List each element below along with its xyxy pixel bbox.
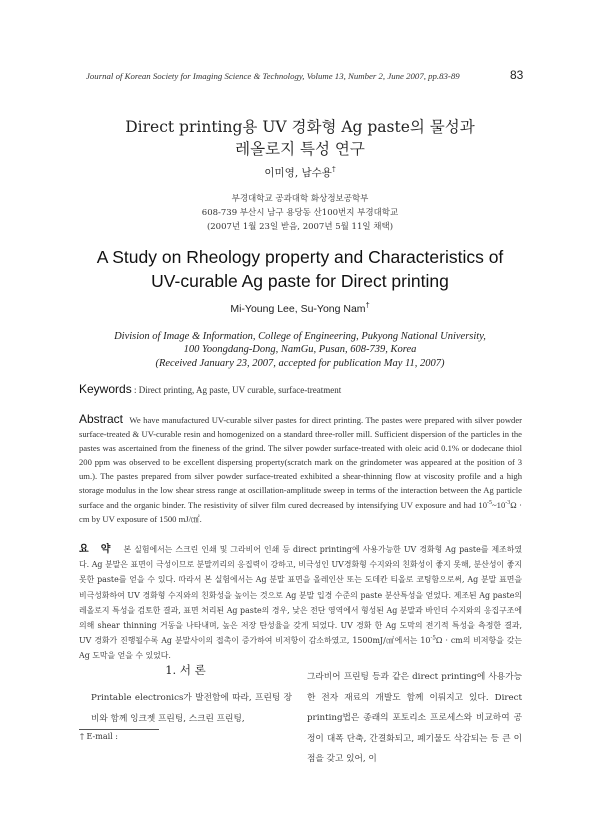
- abstract-text: We have manufactured UV-curable silver pastes for direct printing. The pastes were prepared with silver powder surface-treated & UV-curable resin and homogenized on a standard three-roller mill. Sufficient dispersion of the particles in the pastes was ascertained from the fineness of the grind. The silver powder surface-treated with oleic acid 0.1% or dodecane thiol 200 ppm was observed to be excellent dispersing property(scratch mark on the grindometer was appeared at the position of 3 um.). The pastes prepared from silver powder surface-treated exhibited a shear-thinning flow at viscosity profile and a high storage modulus in the low shear stress range at oscillation-amplitude sweep in terms of the interaction between the Ag particle surface and the organic binder. The resistivity of silver film cured decreased by intensifying UV exposure and had 10: [79, 415, 523, 510]
- korean-summary: [79, 542, 522, 664]
- intro-left-column: [79, 688, 292, 729]
- english-affiliation: [60, 330, 540, 370]
- keywords-label: Keywords: [79, 382, 132, 396]
- intro-right-paragraph: 그라비어 프린팅 등과 같은 direct printing에 사용가능한 전자 재료의 개발도 함께 이뤄지고 있다. Direct printing법은 종래의 포토리소 프로세스와 비교하여 공정이 대폭 단축, 간결화되고, 폐기물도 삭감되는 등 큰 이점을 갖고 있어, 이: [307, 672, 522, 764]
- abstract: [79, 412, 522, 526]
- korean-title-line1: Direct printing용 UV 경화형 Ag paste의 물성과: [125, 118, 475, 136]
- korean-summary-text: 본 실험에서는 스크린 인쇄 및 그라비어 인쇄 등 direct printing에 사용가능한 UV 경화형 Ag paste를 제조하였다. Ag 분말은 표면이 극성이므로 분말끼리의 응집력이 강하고, 비극성인 UV경화형 수지와의 친화성이 좋지 못해, 분산성이 좋지 못한 paste를 얻을 수 있다. 따라서 본 실험에서는 Ag 분말 표면을 올레인산 또는 도데칸 티올로 코팅함으로써, Ag 분말 표면을 비극성화하여 UV 경화형 수지와의 친화성을 높이는 것으로 Ag 분말 입경 수준의 paste 분산특성을 얻었다. 제조된 Ag paste의 레올로지 특성을 검토한 결과, 표면 처리된 Ag paste의 경우, 낮은 전단 영역에서 형성된 Ag 분말과 바인더 수지와의 응집구조에 의해 shear thinning 거동을 나타내며, 높은 저장 탄성율을 갖게 되었다. UV 경화 한 Ag 도막의 전기적 특성을 측정한 결과, UV 경화가 진행될수록 Ag 분말사이의 접촉이 증가하여 비저항이 감소하였고, 1500mJ/㎠에서는 10: [79, 545, 522, 646]
- korean-affiliation-line: 부경대학교 공과대학 화상정보공학부: [231, 194, 369, 204]
- english-authors: [60, 300, 540, 315]
- english-title-line2: UV-curable Ag paste for Direct printing: [151, 271, 449, 291]
- english-title: [60, 245, 540, 293]
- intro-left-paragraph: Printable electronics가 발전함에 따라, 프린팅 장비와 함께 잉크젯 프린팅, 스크린 프린팅,: [91, 693, 292, 724]
- running-header: Journal of Korean Society for Imaging Science & Technology, Volume 13, Number 2, June 2007, pp.83-89: [86, 71, 460, 81]
- korean-title-line2: 레올로지 특성 연구: [235, 140, 365, 158]
- korean-title: [60, 116, 540, 160]
- korean-summary-label: 요 약: [79, 544, 115, 555]
- intro-right-column: [307, 667, 522, 770]
- page-number: 83: [510, 68, 524, 82]
- english-affiliation-line: 100 Yoongdang-Dong, NamGu, Pusan, 608-739, Korea: [183, 344, 417, 356]
- korean-affiliation-line: (2007년 1월 23일 받음, 2007년 5월 11일 채택): [206, 222, 394, 232]
- korean-authors: [60, 165, 540, 180]
- abstract-label: Abstract: [79, 412, 124, 426]
- english-author-mark: †: [365, 300, 370, 310]
- korean-affiliation: [60, 192, 540, 234]
- abstract-text-tail: Ω · cm by UV exposure of 1500 mJ/㎠.: [79, 499, 522, 524]
- footnote-email: † E-mail :: [80, 732, 118, 741]
- korean-summary-exponent: -5: [430, 635, 436, 642]
- abstract-text-mid: ~10: [492, 499, 506, 510]
- english-affiliation-line: (Received January 23, 2007, accepted for publication May 11, 2007): [155, 357, 445, 369]
- korean-affiliation-line: 608-739 부산시 남구 용당동 산100번지 부경대학교: [201, 208, 399, 218]
- korean-summary-tail: Ω · cm의 비저항을 갖는 Ag 도막을 얻을 수 있었다.: [79, 636, 523, 661]
- keywords: [79, 378, 529, 397]
- abstract-exponent: -5: [487, 499, 493, 506]
- english-affiliation-line: Division of Image & Information, College of Engineering, Pukyong National University,: [114, 331, 486, 342]
- korean-authors-text: 이미영, 남수용: [264, 167, 332, 179]
- korean-author-mark: †: [331, 164, 336, 174]
- abstract-exponent: -3: [505, 499, 511, 506]
- keywords-separator: :: [131, 385, 139, 395]
- keywords-text: Direct printing, Ag paste, UV curable, surface-treatment: [138, 385, 342, 395]
- english-authors-text: Mi-Young Lee, Su-Yong Nam: [230, 303, 366, 315]
- english-title-line1: A Study on Rheology property and Characteristics of: [96, 247, 504, 267]
- section-title-introduction: 1. 서 론: [165, 663, 206, 677]
- footnote-divider: [79, 729, 159, 730]
